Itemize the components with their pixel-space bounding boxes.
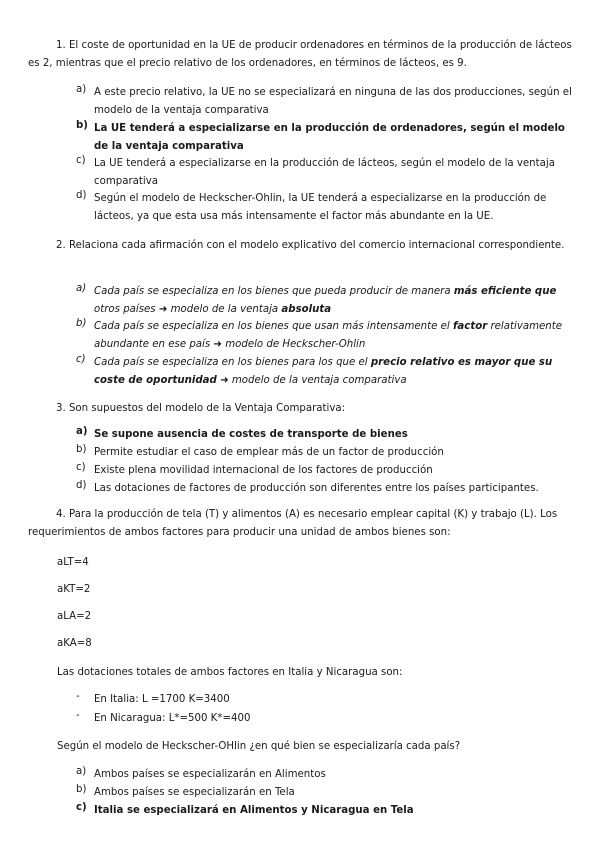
q2-option-b	[76, 318, 572, 354]
q4-option-b	[76, 784, 572, 802]
dotacion-italia	[76, 691, 230, 709]
option-text: Permite estudiar el caso de emplear más de un factor de producción	[94, 447, 444, 458]
option-text: Las dotaciones de factores de producción son diferentes entre los países participantes.	[94, 483, 539, 494]
option-text: Ambos países se especializarán en Tela	[94, 787, 295, 798]
option-label: b)	[76, 444, 87, 455]
option-label: b)	[76, 784, 87, 795]
dotacion-text: En Nicaragua: L*=500 K*=400	[94, 713, 251, 724]
option-label: a)	[76, 766, 87, 777]
q1-option-d	[76, 190, 572, 226]
option-text: La UE tenderá a especializarse en la producción de lácteos, según el modelo de la ventaja comparativa	[94, 158, 555, 187]
option-text: Según el modelo de Heckscher-Ohlin, la UE tenderá a especializarse en la producción de lácteos, ya que esta usa más intensamente el factor más abundante en la UE.	[94, 193, 547, 222]
option-text: Italia se especializará en Alimentos y Nicaragua en Tela	[94, 805, 414, 816]
option-text: A este precio relativo, la UE no se especializará en ninguna de las dos producciones, según el modelo de la ventaja comparativa	[94, 87, 572, 116]
option-label: a)	[76, 283, 87, 294]
dotacion-nicaragua	[76, 710, 250, 728]
q1-option-c	[76, 155, 572, 191]
bullet-dash: -	[76, 691, 80, 702]
requirement-aka: aKA=8	[57, 638, 92, 649]
q2-option-a	[76, 283, 572, 319]
question-3: 3. Son supuestos del modelo de la Ventaja Comparativa:	[56, 403, 346, 414]
bold-phrase: precio relativo es mayor que su coste de oportunidad	[94, 357, 553, 386]
requirement-ala: aLA=2	[57, 611, 92, 622]
q3-option-d	[76, 480, 572, 498]
requirement-akt: aKT=2	[57, 584, 91, 595]
option-text: Existe plena movilidad internacional de los factores de producción	[94, 465, 433, 476]
question-2: 2. Relaciona cada afirmación con el modelo explicativo del comercio internacional correspondiente.	[56, 240, 565, 251]
option-label: c)	[76, 155, 86, 166]
q4-option-a	[76, 766, 572, 784]
option-text: Cada país se especializa en los bienes que usan más intensamente el factor relativamente abundante en ese país ➜ modelo de Heckscher-Ohlin	[94, 321, 563, 350]
q1-option-b	[76, 120, 572, 156]
q1-option-a	[76, 84, 572, 120]
question-1: 1. El coste de oportunidad en la UE de producir ordenadores en términos de la producción de lácteos es 2, mientras que el precio relativo de los ordenadores, en términos de lácteos, es 9.	[28, 40, 572, 69]
bold-phrase: factor	[452, 321, 488, 332]
q3-option-c	[76, 462, 572, 480]
option-text: Cada país se especializa en los bienes para los que el precio relativo es mayor que su coste de oportunidad ➜ modelo de la ventaja comparativa	[94, 357, 553, 386]
option-label: c)	[76, 354, 86, 365]
option-label: a)	[76, 84, 87, 95]
q3-option-a	[76, 426, 572, 444]
option-label: d)	[76, 480, 87, 491]
bullet-dash: -	[76, 710, 80, 721]
option-label: b)	[76, 120, 88, 131]
option-text: La UE tenderá a especializarse en la producción de ordenadores, según el modelo de la ventaja comparativa	[94, 123, 565, 152]
option-text: Ambos países se especializarán en Alimentos	[94, 769, 326, 780]
q4-option-c	[76, 802, 572, 820]
bold-phrase: más eficiente que	[453, 286, 557, 297]
question-4: 4. Para la producción de tela (T) y alimentos (A) es necesario emplear capital (K) y trabajo (L). Los requerimientos de ambos factores para producir una unidad de ambos bienes son:	[28, 509, 558, 538]
option-label: c)	[76, 462, 86, 473]
option-label: a)	[76, 426, 88, 437]
question-4-prompt: Según el modelo de Heckscher-OHlin ¿en qué bien se especializaría cada país?	[57, 741, 461, 752]
dotaciones-intro: Las dotaciones totales de ambos factores en Italia y Nicaragua son:	[57, 667, 403, 678]
option-label: b)	[76, 318, 87, 329]
requirement-alt: aLT=4	[57, 557, 89, 568]
bold-phrase: absoluta	[281, 304, 332, 315]
q2-option-c	[76, 354, 572, 390]
option-text: Se supone ausencia de costes de transporte de bienes	[94, 429, 408, 440]
dotacion-text: En Italia: L =1700 K=3400	[94, 694, 230, 705]
option-text: Cada país se especializa en los bienes que pueda producir de manera más eficiente que otros países ➜ modelo de la ventaja absoluta	[94, 286, 557, 315]
q3-option-b	[76, 444, 572, 462]
option-label: d)	[76, 190, 87, 201]
option-label: c)	[76, 802, 87, 813]
